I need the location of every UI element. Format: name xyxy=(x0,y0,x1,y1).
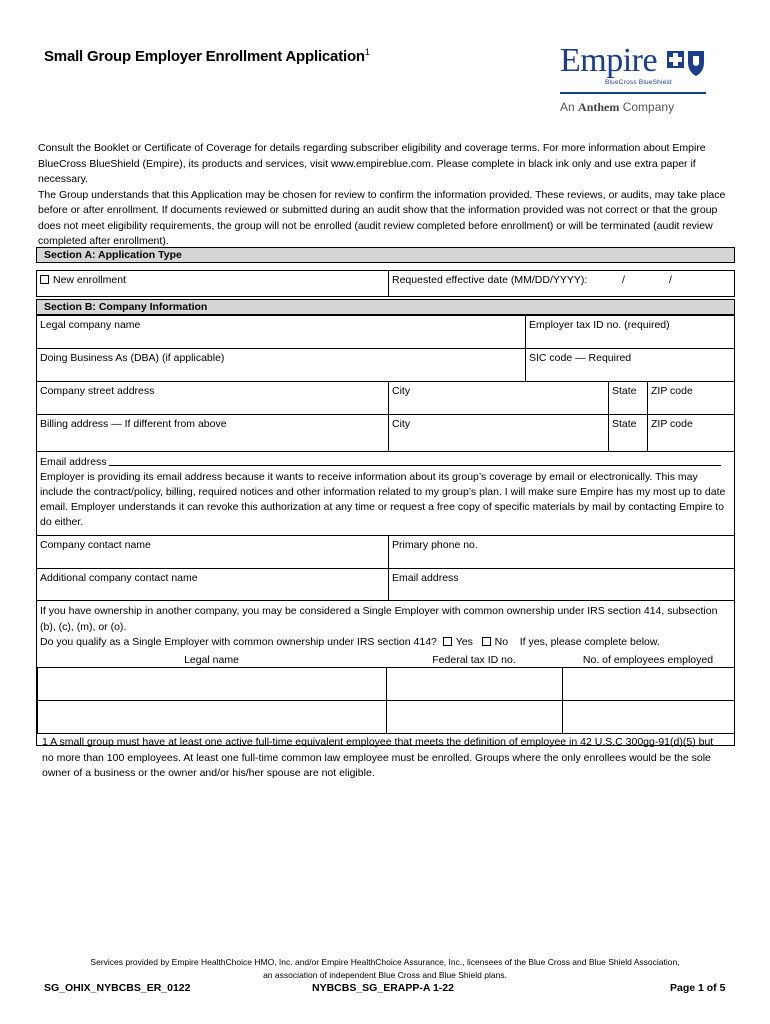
zip-code-label: ZIP code xyxy=(651,385,693,397)
state-label: State xyxy=(612,385,637,397)
new-enrollment-checkbox[interactable] xyxy=(40,275,49,284)
section-b-heading: Section B: Company Information xyxy=(36,299,735,315)
date-slash-2: / xyxy=(669,274,672,286)
logo-subtitle: BlueCross BlueShield xyxy=(605,79,672,86)
intro-paragraph-2: The Group understands that this Application may be chosen for review to confirm the information provided. These reviews, or audits, may take place before or after enrollment. If documents reviewed or submitted during an audit show that the information provided was not correct or that the group does not meet eligibility requirements, the group will not be enrolled (audit review completed before enrollment) or will be terminated (audit review completed after enrollment). xyxy=(38,188,726,247)
dba-field[interactable] xyxy=(36,348,526,382)
logo-tagline xyxy=(560,100,674,115)
billing-address-field[interactable] xyxy=(36,414,389,452)
billing-address-label: Billing address — If different from above xyxy=(40,418,227,430)
logo-wordmark: Empire xyxy=(560,42,658,79)
employer-tax-id-label: Employer tax ID no. (required) xyxy=(529,319,670,331)
legal-company-name-label: Legal company name xyxy=(40,319,141,331)
section-a-heading: Section A: Application Type xyxy=(36,247,735,263)
intro-text xyxy=(38,141,728,250)
title-footnote-mark: 1 xyxy=(364,47,370,57)
tagline-prefix: An xyxy=(560,100,575,114)
additional-contact-label: Additional company contact name xyxy=(40,572,198,584)
form-code-left: SG_OHIX_NYBCBS_ER_0122 xyxy=(44,982,191,994)
sic-code-field[interactable] xyxy=(525,348,735,382)
billing-city-label: City xyxy=(392,418,411,430)
blue-cross-blue-shield-icon xyxy=(666,48,706,78)
new-enrollment-label: New enrollment xyxy=(53,274,126,286)
email-address-input-line[interactable] xyxy=(109,456,721,466)
email-address-line[interactable] xyxy=(40,455,731,470)
services-disclaimer xyxy=(0,956,770,982)
effective-date-label: Requested effective date (MM/DD/YYYY): xyxy=(392,274,588,286)
primary-phone-label: Primary phone no. xyxy=(392,539,478,551)
billing-zip-label: ZIP code xyxy=(651,418,693,430)
email-consent-text: Employer is providing its email address because it wants to receive information about its group’s coverage by email or electronically. This may include the contract/policy, billing, required notices and other information related to my group’s plan. I will make sure Empire has my most up to date email. Employer understands it can revoke this authorization at any time or request a free copy of specific materials by mail by contacting Empire to do either. xyxy=(40,471,726,528)
company-contact-label: Company contact name xyxy=(40,539,151,551)
no-checkbox[interactable] xyxy=(482,637,491,646)
yes-checkbox[interactable] xyxy=(443,637,452,646)
city-label: City xyxy=(392,385,411,397)
if-yes-instruction: If yes, please complete below. xyxy=(519,636,660,648)
new-enrollment-field[interactable] xyxy=(36,270,389,297)
effective-date-field[interactable] xyxy=(388,270,735,297)
billing-state-label: State xyxy=(612,418,637,430)
qualify-question: Do you qualify as a Single Employer with common ownership under IRS section 414? xyxy=(40,636,437,648)
col-header-tax-id: Federal tax ID no. xyxy=(432,654,516,666)
state-field[interactable] xyxy=(608,381,648,415)
employer-tax-id-field[interactable] xyxy=(525,315,735,349)
form-code-center: NYBCBS_SG_ERAPP-A 1-22 xyxy=(312,982,454,994)
no-label: No xyxy=(494,636,509,648)
billing-state-field[interactable] xyxy=(608,414,648,452)
common-ownership-block xyxy=(36,600,735,746)
page-number: Page 1 of 5 xyxy=(670,982,726,994)
billing-city-field[interactable] xyxy=(388,414,609,452)
col-header-employees: No. of employees employed xyxy=(582,654,714,666)
additional-contact-field[interactable] xyxy=(36,568,389,601)
footnote-1: 1 A small group must have at least one active full-time equivalent employee that meets the definition of employee in 42 U.S.C 300gg-91(d)(5) but no more than 100 employees. At least one full-time common law employee must be enrolled. Groups where the only enrollees would be the sole owner of a business or the owner and/or his/her spouse are not eligible. xyxy=(42,736,714,779)
date-slash-1: / xyxy=(622,274,625,286)
city-field[interactable] xyxy=(388,381,609,415)
title-text: Small Group Employer Enrollment Application xyxy=(44,48,365,65)
row1-tax-id-cell[interactable] xyxy=(386,667,563,701)
ownership-explanation: If you have ownership in another company, you may be considered a Single Employer with common ownership under IRS section 414, subsection (b), (c), (m), or (o). xyxy=(40,605,718,633)
company-contact-field[interactable] xyxy=(36,535,389,569)
contact-email-label: Email address xyxy=(392,572,459,584)
services-line-2: an association of independent Blue Cross and Blue Shield plans. xyxy=(263,970,507,980)
company-street-label: Company street address xyxy=(40,385,155,397)
dba-label: Doing Business As (DBA) (if applicable) xyxy=(40,352,225,364)
logo-divider xyxy=(560,92,706,94)
billing-zip-field[interactable] xyxy=(647,414,735,452)
page-title xyxy=(44,47,370,65)
sic-code-label: SIC code — Required xyxy=(529,352,632,364)
contact-email-field[interactable] xyxy=(388,568,735,601)
tagline-suffix: Company xyxy=(622,100,675,114)
tagline-brand: Anthem xyxy=(578,100,620,114)
services-line-1: Services provided by Empire HealthChoice HMO, Inc. and/or Empire HealthChoice Assurance, Inc., licensees of the Blue Cross and Blue Shield Association, xyxy=(90,957,680,967)
yes-label: Yes xyxy=(455,636,473,648)
row1-legal-name-cell[interactable] xyxy=(37,667,387,701)
ownership-text xyxy=(40,604,730,651)
row1-employees-cell[interactable] xyxy=(562,667,735,701)
row2-legal-name-cell[interactable] xyxy=(37,700,387,734)
qualify-question-row xyxy=(40,635,730,651)
legal-company-name-field[interactable] xyxy=(36,315,526,349)
empire-logo xyxy=(560,42,710,118)
email-address-label: Email address xyxy=(40,456,107,468)
company-street-field[interactable] xyxy=(36,381,389,415)
intro-paragraph-1: Consult the Booklet or Certificate of Coverage for details regarding subscriber eligibility and coverage terms. For more information about Empire BlueCross BlueShield (Empire), its products and services, visit www.empireblue.com. Please complete in black ink only and use extra paper if necessary. xyxy=(38,142,706,185)
primary-phone-field[interactable] xyxy=(388,535,735,569)
row2-tax-id-cell[interactable] xyxy=(386,700,563,734)
zip-code-field[interactable] xyxy=(647,381,735,415)
col-header-legal-name: Legal name xyxy=(184,654,239,666)
row2-employees-cell[interactable] xyxy=(562,700,735,734)
email-consent-block xyxy=(36,451,735,538)
